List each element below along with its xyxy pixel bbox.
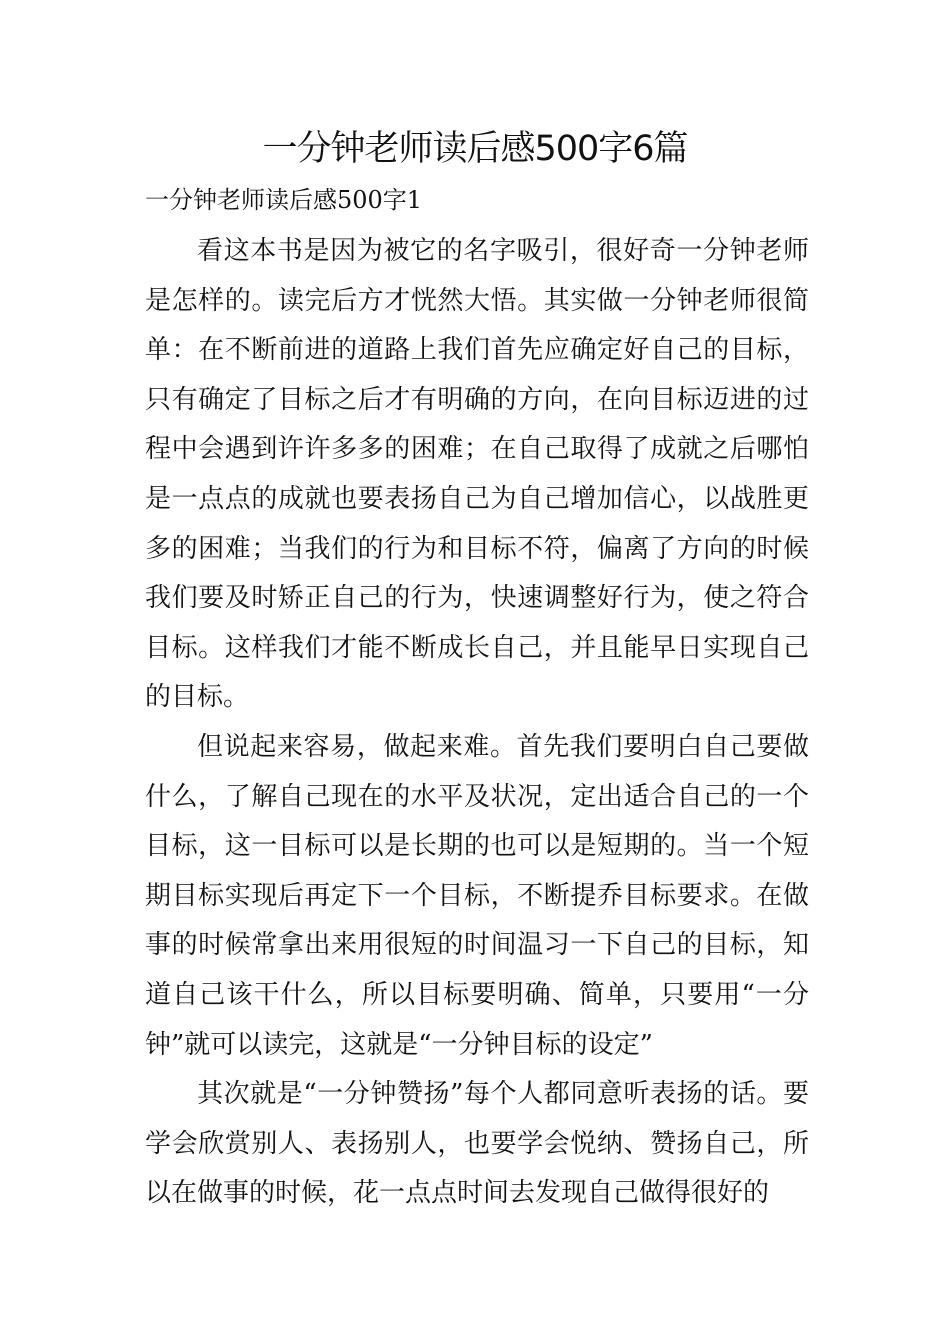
document-body (145, 227, 809, 1219)
section-heading: 一分钟老师读后感500字1 (145, 186, 423, 214)
paragraph-2: 但说起来容易，做起来难。首先我们要明白自己要做什么，了解自己现在的水平及状况，定出适合自己的一个目标，这一目标可以是长期的也可以是短期的。当一个短期目标实现后再定下一个目标，不断提乔目标要求。在做事的时候常拿出来用很短的时间温习一下自己的目标，知道自己该干什么，所以目标要明确、简单，只要用“一分钟”就可以读完，这就是“一分钟目标的设定” (145, 731, 809, 1060)
paragraph-1: 看这本书是因为被它的名字吸引，很好奇一分钟老师是怎样的。读完后方才恍然大悟。其实做一分钟老师很简单：在不断前进的道路上我们首先应确定好自己的目标，只有确定了目标之后才有明确的方向，在向目标迈进的过程中会遇到许许多多的困难；在自己取得了成就之后哪怕是一点点的成就也要表扬自己为自己增加信心，以战胜更多的困难；当我们的行为和目标不符，偏离了方向的时候我们要及时矫正自己的行为，快速调整好行为，使之符合目标。这样我们才能不断成长自己，并且能早日实现自己的目标。 (145, 236, 809, 713)
paragraph-3: 其次就是“一分钟赞扬”每个人都同意听表扬的话。要学会欣赏别人、表扬别人，也要学会悦纳、赞扬自己，所以在做事的时候，花一点点时间去发现自己做得很好的 (145, 1079, 809, 1209)
document-title: 一分钟老师读后感500字6篇 (262, 129, 688, 169)
